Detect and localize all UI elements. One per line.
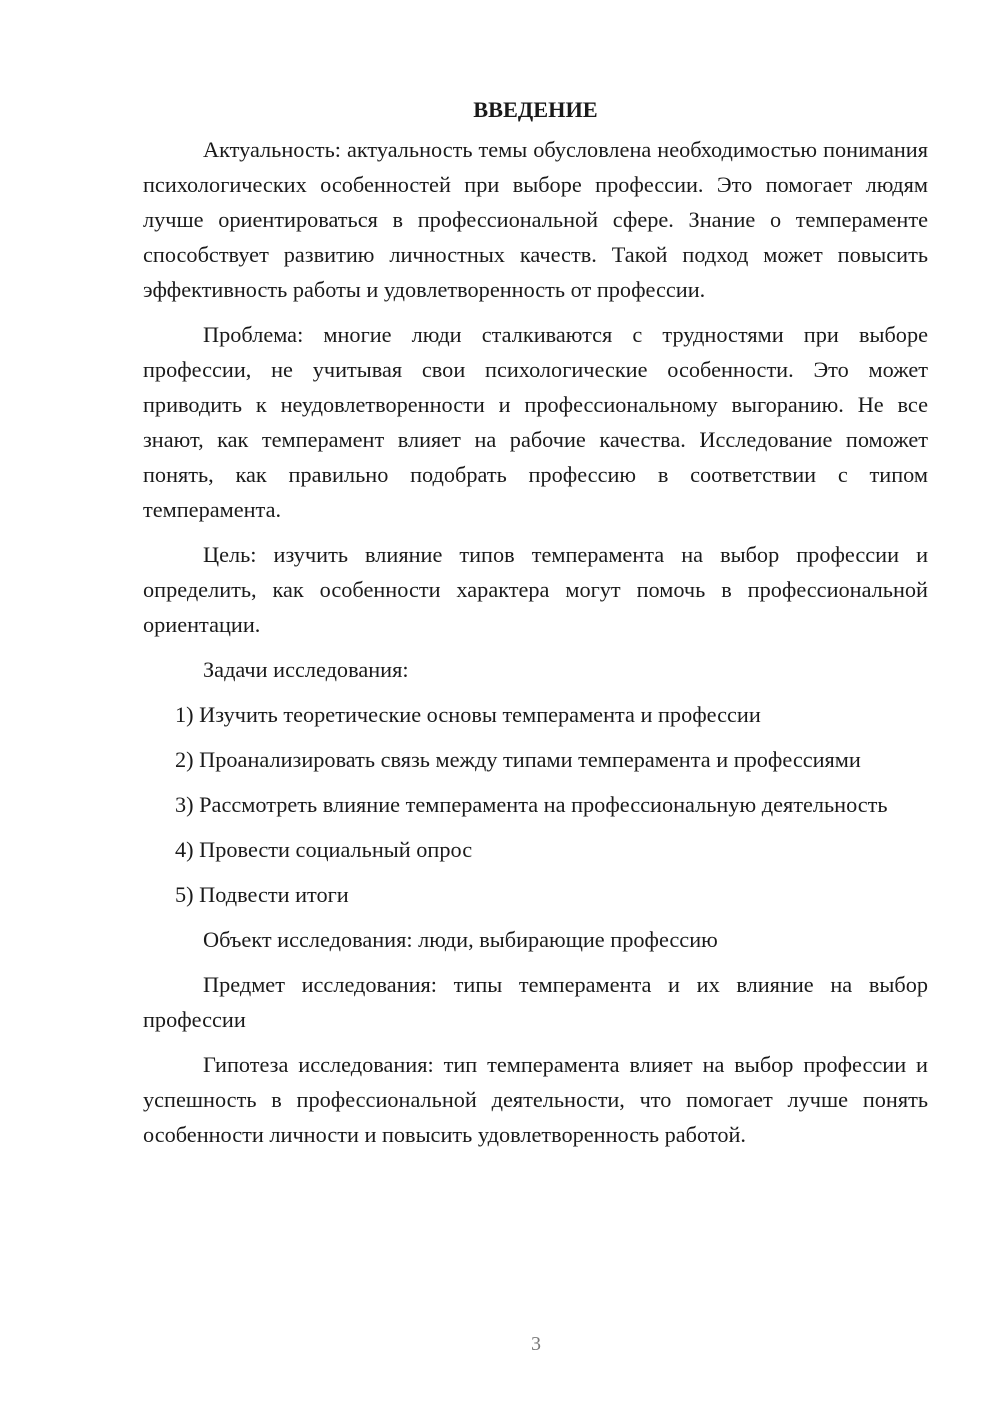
task-item-4: 4) Провести социальный опрос (175, 837, 473, 862)
tasks-heading: Задачи исследования: (203, 657, 409, 682)
task-item-5: 5) Подвести итоги (175, 882, 349, 907)
document-page (143, 88, 928, 1162)
page-number: 3 (531, 1333, 541, 1355)
task-item-2: 2) Проанализировать связь между типами темперамента и профессиями (175, 747, 861, 772)
section-title: ВВЕДЕНИЕ (473, 97, 598, 122)
paragraph-relevance: Актуальность: актуальность темы обусловлена необходимостью понимания психологических особенностей при выборе профессии. Это помогает людям лучше ориентироваться в профессиональной сфере. Знание о темпераменте способствует развитию личностных качеств. Такой подход может повысить эффективность работы и удовлетворенность от профессии. (143, 137, 928, 302)
task-item-1: 1) Изучить теоретические основы темперамента и профессии (175, 702, 761, 727)
paragraph-subject: Предмет исследования: типы темперамента и их влияние на выбор профессии (143, 972, 928, 1032)
task-item-3: 3) Рассмотреть влияние темперамента на профессиональную деятельность (175, 792, 888, 817)
paragraph-problem: Проблема: многие люди сталкиваются с трудностями при выборе профессии, не учитывая свои психологические особенности. Это может приводить к неудовлетворенности и профессиональному выгоранию. Не все знают, как темперамент влияет на рабочие качества. Исследование поможет понять, как правильно подобрать профессию в соответствии с типом темперамента. (143, 322, 928, 522)
paragraph-goal: Цель: изучить влияние типов темперамента на выбор профессии и определить, как особенности характера могут помочь в профессиональной ориентации. (143, 542, 928, 637)
paragraph-hypothesis: Гипотеза исследования: тип темперамента влияет на выбор профессии и успешность в профессиональной деятельности, что помогает лучше понять особенности личности и повысить удовлетворенность работой. (143, 1052, 928, 1147)
paragraph-object: Объект исследования: люди, выбирающие профессию (203, 927, 718, 952)
